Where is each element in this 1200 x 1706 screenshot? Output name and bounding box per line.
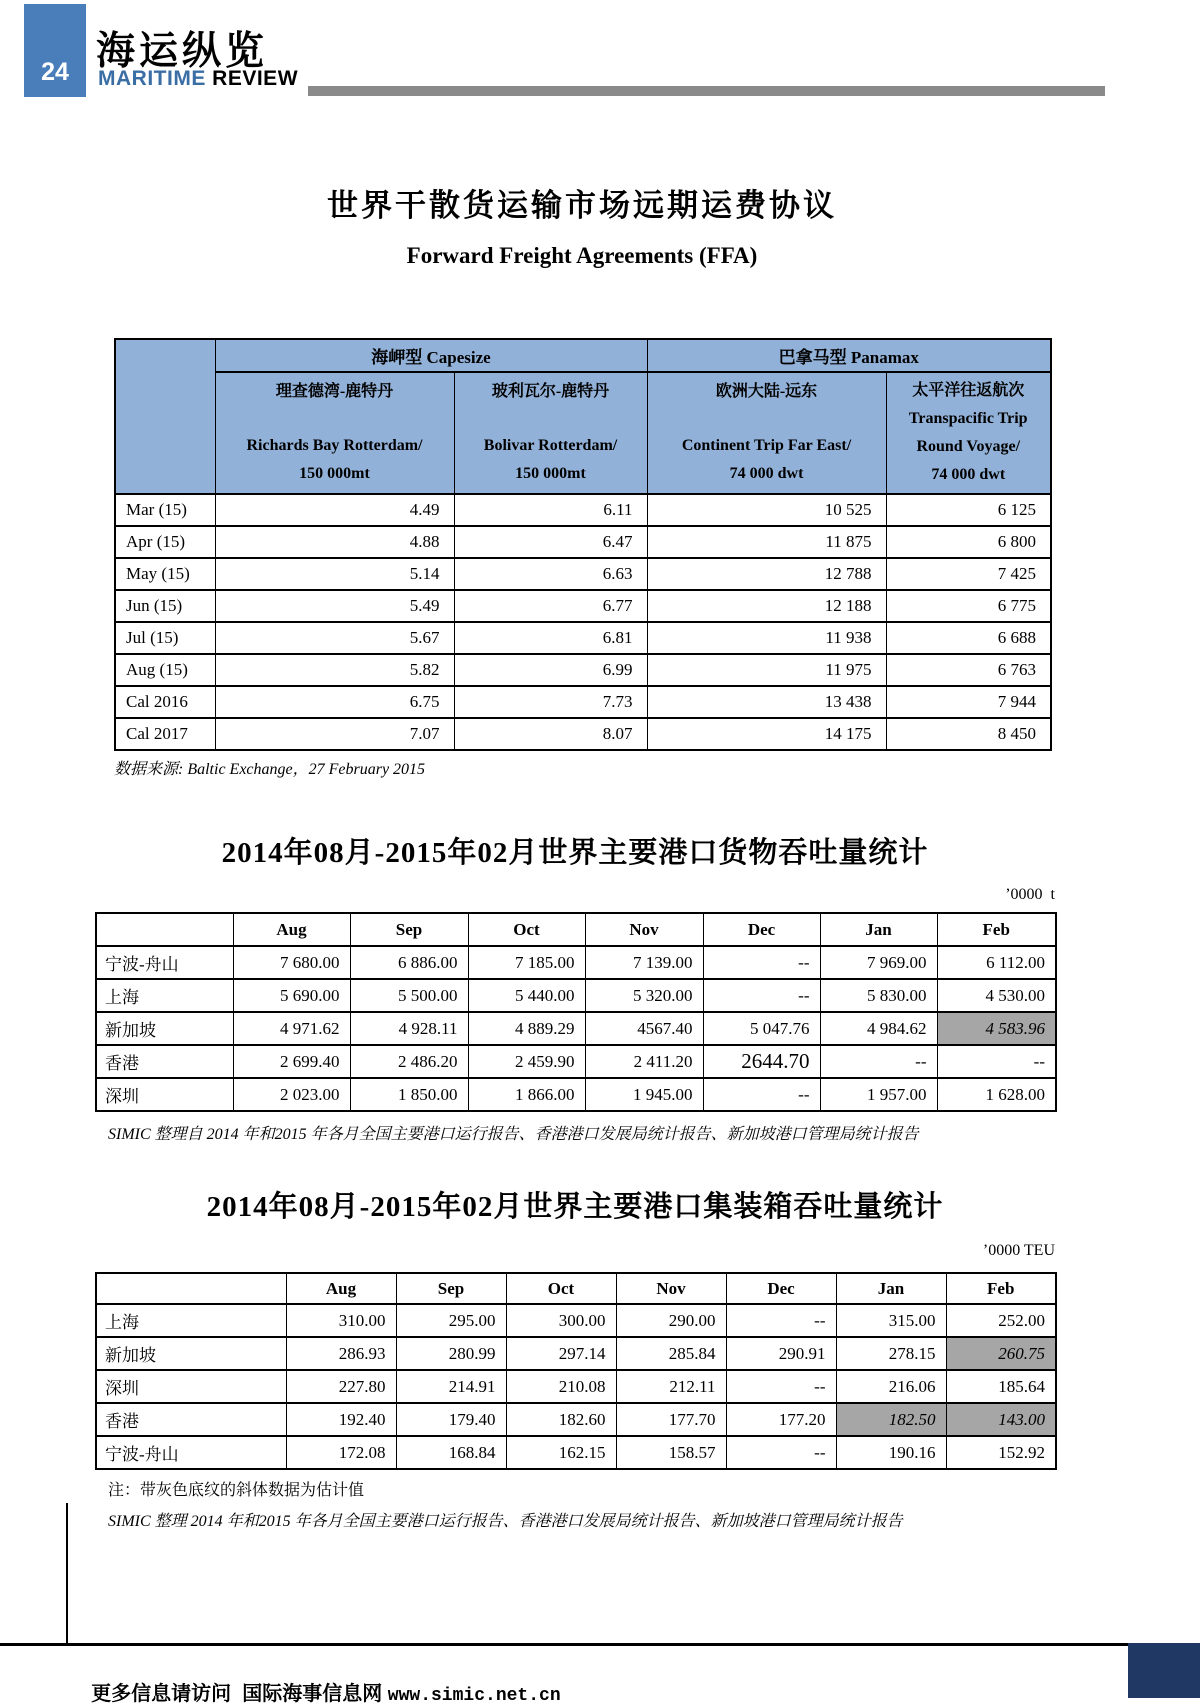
cell: 286.93 [286,1337,396,1370]
cell: -- [703,979,820,1012]
row-label: May (15) [115,558,215,590]
cell: 1 628.00 [937,1078,1056,1111]
cell: 6.81 [454,622,647,654]
cell: 7 969.00 [820,946,937,979]
cargo-title: 2014年08月-2015年02月世界主要港口货物吞吐量统计 [221,837,929,869]
cell: 7 944 [886,686,1051,718]
ffa-col4-cn: 太平洋往返航次 [912,382,1025,399]
brand-en-maritime: MARITIME [98,67,206,90]
cell: 300.00 [506,1304,616,1337]
cell: 2 699.40 [233,1045,350,1078]
footer-rule [0,1643,1128,1646]
month-header: Oct [468,913,585,946]
month-header: Dec [703,913,820,946]
cell: 2 486.20 [350,1045,468,1078]
table-row [115,558,1051,590]
port-label: 上海 [96,1304,286,1337]
row-label: Jun (15) [115,590,215,622]
cargo-corner-cell [96,913,233,946]
footer-text-cn: 更多信息请访问 国际海事信息网 [91,1683,388,1705]
ffa-source-note: 数据来源: Baltic Exchange，27 February 2015 [114,761,426,778]
table-row [96,1304,1056,1337]
cell: -- [726,1436,836,1469]
row-label: Jul (15) [115,622,215,654]
cell: 315.00 [836,1304,946,1337]
cell: 6 763 [886,654,1051,686]
ffa-col1-cn: 理查德湾-鹿特丹 [275,383,394,400]
month-header: Jan [820,913,937,946]
cell: 227.80 [286,1370,396,1403]
cell: 4567.40 [585,1012,703,1045]
ffa-col2-en: Bolivar Rotterdam/ [483,437,618,454]
cell: 212.11 [616,1370,726,1403]
cell: 177.70 [616,1403,726,1436]
cell: 2 459.90 [468,1045,585,1078]
ffa-table [114,338,1052,751]
cell: 6 688 [886,622,1051,654]
cell: 290.00 [616,1304,726,1337]
container-unit-label: ’0000 TEU [982,1242,1055,1259]
cell: 7 425 [886,558,1051,590]
ffa-col1-en: Richards Bay Rotterdam/ [246,437,423,454]
port-label: 深圳 [96,1078,233,1111]
row-label: Cal 2017 [115,718,215,750]
cell: 10 525 [647,494,886,526]
cargo-month-header-row [96,913,1056,946]
cell: 4.49 [215,494,454,526]
month-header: Nov [616,1273,726,1304]
cell: 152.92 [946,1436,1056,1469]
ffa-col-transpacific [886,372,1051,494]
ffa-col1-cap: 150 000mt [299,465,370,482]
container-title: 2014年08月-2015年02月世界主要港口集装箱吞吐量统计 [206,1191,944,1223]
port-label: 新加坡 [96,1012,233,1045]
brand-title-en [98,67,298,91]
month-header: Sep [396,1273,506,1304]
month-header: Sep [350,913,468,946]
cell: 8 450 [886,718,1051,750]
cell: 2 023.00 [233,1078,350,1111]
container-source-note: SIMIC 整理 2014 年和2015 年各月全国主要港口运行报告、香港港口发展局统计报告、新加坡港口管理局统计报告 [108,1513,903,1530]
cell: 6.75 [215,686,454,718]
table-row [96,1012,1056,1045]
cell: -- [703,946,820,979]
cell: 295.00 [396,1304,506,1337]
cell: 11 875 [647,526,886,558]
cell: 5 830.00 [820,979,937,1012]
cell: 190.16 [836,1436,946,1469]
cell: 182.60 [506,1403,616,1436]
table-row [115,494,1051,526]
ffa-title-en: Forward Freight Agreements (FFA) [406,243,758,268]
left-margin-rule [66,1503,68,1643]
cell: 6.63 [454,558,647,590]
cell: 5 047.76 [703,1012,820,1045]
port-label: 新加坡 [96,1337,286,1370]
table-row [96,1436,1056,1469]
cell: -- [703,1078,820,1111]
month-header: Feb [946,1273,1056,1304]
cell: 297.14 [506,1337,616,1370]
ffa-col4-en1: Transpacific Trip [908,410,1028,427]
cell: 4 984.62 [820,1012,937,1045]
cell: 13 438 [647,686,886,718]
cell: 172.08 [286,1436,396,1469]
month-header: Jan [836,1273,946,1304]
ffa-group-capesize: 海岬型 Capesize [215,339,647,372]
ffa-col-bolivar [454,372,647,494]
cell: 214.91 [396,1370,506,1403]
cell: 185.64 [946,1370,1056,1403]
cell: 5.14 [215,558,454,590]
container-corner-cell [96,1273,286,1304]
cell: 7 139.00 [585,946,703,979]
port-label: 上海 [96,979,233,1012]
table-row [96,979,1056,1012]
cell: 4.88 [215,526,454,558]
cell: 4 889.29 [468,1012,585,1045]
port-label: 香港 [96,1403,286,1436]
ffa-column-header-row [115,372,1051,494]
footer-text [80,1654,561,1706]
table-row [115,686,1051,718]
ffa-corner-cell [115,339,215,494]
ffa-group-panamax: 巴拿马型 Panamax [647,339,1051,372]
row-label: Mar (15) [115,494,215,526]
cell: -- [820,1045,937,1078]
cell: 6.47 [454,526,647,558]
cell: 1 866.00 [468,1078,585,1111]
cell: 12 188 [647,590,886,622]
cell: 6 886.00 [350,946,468,979]
footer-corner-block [1128,1643,1200,1698]
cell: 4 928.11 [350,1012,468,1045]
cell: 11 975 [647,654,886,686]
month-header: Feb [937,913,1056,946]
table-row [96,1403,1056,1436]
table-row [115,654,1051,686]
cell: 4 971.62 [233,1012,350,1045]
cell-estimated: 260.75 [946,1337,1056,1370]
ffa-col2-cn: 玻利瓦尔-鹿特丹 [491,383,610,400]
table-row [115,526,1051,558]
cell: 210.08 [506,1370,616,1403]
ffa-col-continent [647,372,886,494]
cell: 179.40 [396,1403,506,1436]
cell: -- [726,1370,836,1403]
cell: 278.15 [836,1337,946,1370]
cell: 162.15 [506,1436,616,1469]
cargo-table [95,912,1057,1112]
ffa-col4-en2: Round Voyage/ [916,438,1021,455]
cell: 310.00 [286,1304,396,1337]
cell: 5 320.00 [585,979,703,1012]
table-row [96,946,1056,979]
month-header: Dec [726,1273,836,1304]
cell: 1 957.00 [820,1078,937,1111]
cell: 7.07 [215,718,454,750]
table-row [115,590,1051,622]
cell: 168.84 [396,1436,506,1469]
header-rule [308,86,1105,96]
port-label: 宁波-舟山 [96,1436,286,1469]
cell: 8.07 [454,718,647,750]
cell-estimated: 143.00 [946,1403,1056,1436]
cell: 252.00 [946,1304,1056,1337]
cell: 6 112.00 [937,946,1056,979]
page-number: 24 [41,58,69,86]
ffa-col4-cap: 74 000 dwt [931,466,1006,483]
cell: 290.91 [726,1337,836,1370]
cell: 7 185.00 [468,946,585,979]
cell: 285.84 [616,1337,726,1370]
cell: 1 850.00 [350,1078,468,1111]
table-row [96,1337,1056,1370]
brand-title-cn: 海运纵览 [96,30,269,73]
container-month-header-row [96,1273,1056,1304]
cell: 14 175 [647,718,886,750]
month-header: Nov [585,913,703,946]
cell-estimated: 4 583.96 [937,1012,1056,1045]
cell: 6 125 [886,494,1051,526]
cell: 5 440.00 [468,979,585,1012]
cell: 192.40 [286,1403,396,1436]
month-header: Aug [233,913,350,946]
cell: 6.11 [454,494,647,526]
cell-estimated: 182.50 [836,1403,946,1436]
cell: -- [726,1304,836,1337]
table-row [115,622,1051,654]
cell: 6 775 [886,590,1051,622]
table-row [115,718,1051,750]
cell: 7.73 [454,686,647,718]
cell: 280.99 [396,1337,506,1370]
footer-url: www.simic.net.cn [387,1686,561,1706]
port-label: 宁波-舟山 [96,946,233,979]
cell: 5.82 [215,654,454,686]
ffa-col3-cap: 74 000 dwt [729,465,804,482]
brand-en-review: REVIEW [212,67,299,90]
cell: 158.57 [616,1436,726,1469]
ffa-col3-cn: 欧洲大陆-远东 [715,383,818,400]
ffa-col2-cap: 150 000mt [515,465,586,482]
cell: 6.99 [454,654,647,686]
cell: 12 788 [647,558,886,590]
cell: 6 800 [886,526,1051,558]
cell: -- [937,1045,1056,1078]
cell: 11 938 [647,622,886,654]
port-label: 深圳 [96,1370,286,1403]
cell: 7 680.00 [233,946,350,979]
row-label: Aug (15) [115,654,215,686]
cell: 1 945.00 [585,1078,703,1111]
cargo-unit-label: ’0000 t [1005,886,1055,903]
cell: 5.67 [215,622,454,654]
ffa-col-richards-bay [215,372,454,494]
cell: 6.77 [454,590,647,622]
page-number-badge [24,4,86,97]
cell: 177.20 [726,1403,836,1436]
cell: 5 690.00 [233,979,350,1012]
estimate-legend-note: 注：带灰色底纹的斜体数据为估计值 [108,1482,365,1499]
ffa-col3-en: Continent Trip Far East/ [681,437,852,454]
cargo-source-note: SIMIC 整理自 2014 年和2015 年各月全国主要港口运行报告、香港港口发展局统计报告、新加坡港口管理局统计报告 [108,1126,919,1143]
cell: 2644.70 [703,1045,820,1078]
month-header: Oct [506,1273,616,1304]
table-row [96,1045,1056,1078]
container-table [95,1272,1057,1470]
month-header: Aug [286,1273,396,1304]
ffa-title-cn: 世界干散货运输市场远期运费协议 [327,188,837,223]
cell: 5 500.00 [350,979,468,1012]
cell: 216.06 [836,1370,946,1403]
row-label: Apr (15) [115,526,215,558]
table-row [96,1370,1056,1403]
table-row [96,1078,1056,1111]
cell: 4 530.00 [937,979,1056,1012]
ffa-group-header-row [115,339,1051,372]
row-label: Cal 2016 [115,686,215,718]
cell: 5.49 [215,590,454,622]
port-label: 香港 [96,1045,233,1078]
cell: 2 411.20 [585,1045,703,1078]
